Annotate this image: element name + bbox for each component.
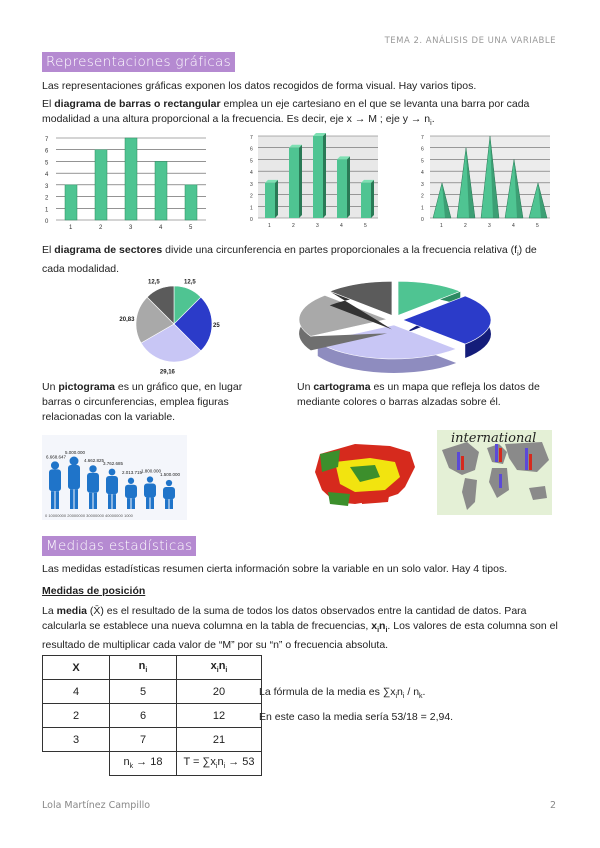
person-icon bbox=[51, 461, 59, 469]
person-icon bbox=[68, 465, 80, 489]
bar bbox=[265, 183, 275, 218]
y-tick-label: 3 bbox=[45, 183, 49, 190]
person-icon bbox=[144, 483, 156, 497]
table-row: 2 6 12 bbox=[43, 704, 262, 728]
bar bbox=[95, 150, 107, 220]
y-tick-label: 6 bbox=[45, 148, 49, 155]
pie-chart-3d bbox=[295, 280, 495, 375]
y-tick-label: 6 bbox=[250, 146, 253, 153]
person-icon bbox=[146, 498, 150, 509]
bar-side bbox=[347, 156, 350, 218]
table-row: 4 5 20 bbox=[43, 680, 262, 704]
person-icon bbox=[109, 469, 116, 476]
x-tick-label: 4 bbox=[340, 223, 343, 229]
y-tick-label: 2 bbox=[45, 195, 49, 202]
person-icon bbox=[108, 494, 112, 509]
person-icon bbox=[127, 498, 131, 509]
mean-formula: La fórmula de la media es $\sum x_in_i / n_k$. bbox=[259, 686, 426, 701]
total-sum: $T = \sum x_in_i \to 53$ bbox=[177, 752, 262, 776]
x-tick-label: 1 bbox=[268, 223, 271, 229]
person-icon bbox=[151, 498, 155, 509]
person-icon bbox=[56, 491, 60, 509]
y-tick-label: 1 bbox=[250, 205, 253, 212]
mean-description: La media (X̄) es el resultado de la suma de todos los datos observados entre la cantidad de datos. Para calcularla se establece una nueva columna en la tabla de frecuencias, $x_in_i$. Los valores de esta columna son el resultado de multiplicar cada valor de “M” por su “n” o frecuencia absoluta. bbox=[42, 605, 558, 652]
y-tick-label: 4 bbox=[45, 172, 49, 179]
x-tick-label: 1 bbox=[440, 223, 443, 229]
picto-value-label: 1.800.000 bbox=[141, 468, 162, 474]
x-tick-label: 4 bbox=[159, 225, 163, 231]
x-tick-label: 3 bbox=[488, 223, 491, 229]
y-tick-label: 0 bbox=[250, 217, 253, 223]
person-icon bbox=[166, 480, 172, 486]
spike-chart bbox=[420, 130, 555, 232]
total-n: $n_k \to 18$ bbox=[110, 752, 177, 776]
bar bbox=[125, 138, 137, 220]
x-tick-label: 3 bbox=[316, 223, 319, 229]
y-tick-label: 3 bbox=[421, 181, 424, 188]
x-tick-label: 3 bbox=[129, 225, 133, 231]
y-tick-label: 4 bbox=[250, 170, 253, 177]
x-tick-label: 5 bbox=[189, 225, 193, 231]
bar-chart-2 bbox=[250, 130, 385, 232]
chapter-header: TEMA 2. ANÁLISIS DE UNA VARIABLE bbox=[384, 36, 556, 46]
footer-page-number: 2 bbox=[549, 800, 556, 811]
person-icon bbox=[75, 489, 79, 509]
section-title-measures: Medidas estadísticas bbox=[42, 536, 196, 556]
bar bbox=[289, 148, 299, 218]
world-cartogram bbox=[437, 430, 552, 515]
y-tick-label: 0 bbox=[421, 217, 424, 223]
person-icon bbox=[125, 485, 137, 498]
bar bbox=[65, 185, 77, 220]
bar bbox=[313, 136, 323, 218]
carto-title: international bbox=[451, 431, 537, 446]
pie-label: 12,5 bbox=[183, 279, 196, 286]
x-tick-label: 4 bbox=[512, 223, 515, 229]
person-icon bbox=[170, 499, 174, 509]
y-tick-label: 7 bbox=[250, 135, 253, 141]
y-tick-label: 7 bbox=[45, 137, 49, 143]
person-icon bbox=[89, 493, 93, 509]
x-tick-label: 2 bbox=[292, 223, 295, 229]
picto-value-label: 3.762.685 bbox=[103, 461, 124, 466]
bar-side bbox=[371, 180, 374, 218]
frequency-table bbox=[42, 655, 262, 776]
x-tick-label: 5 bbox=[536, 223, 539, 229]
y-tick-label: 2 bbox=[250, 193, 253, 200]
y-tick-label: 6 bbox=[421, 146, 424, 153]
bar bbox=[361, 183, 371, 218]
pie-label: 12,5 bbox=[148, 279, 160, 286]
bar bbox=[155, 161, 167, 220]
cartogram-description: Un cartograma es un mapa que refleja los datos de mediante colores o barras alzadas sobre él. bbox=[297, 381, 540, 408]
person-icon bbox=[49, 469, 61, 491]
person-icon bbox=[94, 493, 98, 509]
position-measures-heading: Medidas de posición bbox=[42, 585, 146, 597]
y-tick-label: 4 bbox=[421, 170, 424, 177]
person-icon bbox=[128, 478, 134, 484]
person-icon bbox=[51, 491, 55, 509]
header-xn: $x_in_i$ bbox=[177, 656, 262, 680]
picto-value-label: 5.000.000 bbox=[65, 450, 86, 455]
person-icon bbox=[89, 465, 96, 472]
x-tick-label: 5 bbox=[364, 223, 367, 229]
y-tick-label: 5 bbox=[421, 158, 424, 165]
person-icon bbox=[106, 476, 118, 494]
pie-label: 25 bbox=[213, 323, 220, 330]
person-icon bbox=[163, 487, 175, 499]
bar-side bbox=[323, 133, 326, 218]
measures-intro: Las medidas estadísticas resumen cierta información sobre la variable en un solo valor. Hay 4 tipos. bbox=[42, 563, 508, 575]
picto-value-label: 6.668.647 bbox=[46, 454, 67, 460]
person-icon bbox=[87, 473, 99, 493]
header-x: X bbox=[43, 656, 110, 680]
bar-description: El diagrama de barras o rectangular emplea un eje cartesiano en el que se levanta una barra por cada modalidad a una altura proporcional a la frecuencia. Es decir, eje x → M ; eje $y \to n_i$. bbox=[42, 98, 530, 128]
pictogram-image bbox=[42, 435, 187, 520]
header-n: $n_i$ bbox=[110, 656, 177, 680]
y-tick-label: 5 bbox=[45, 160, 49, 167]
sector-description: El diagrama de sectores divide una circunferencia en partes proporcionales a la frecuencia relativa $(f_i)$ de cada modalidad. bbox=[42, 244, 537, 276]
pie-label: 29,16 bbox=[159, 369, 175, 376]
x-tick-label: 1 bbox=[69, 225, 73, 231]
bar bbox=[337, 159, 347, 218]
picto-axis-label: 0 10000000 20000000 30000000 40000000 1000 bbox=[45, 513, 133, 518]
table-header-row bbox=[43, 656, 262, 680]
picto-value-label: 4.662.825 bbox=[84, 457, 105, 463]
pictogram-description: Un pictograma es un gráfico que, en lugar barras o circunferencias, emplea figuras relacionadas con la variable. bbox=[42, 381, 243, 423]
person-icon bbox=[147, 476, 153, 482]
y-tick-label: 7 bbox=[421, 135, 424, 141]
bar bbox=[185, 185, 197, 220]
x-tick-label: 2 bbox=[99, 225, 103, 231]
person-icon bbox=[70, 489, 74, 509]
table-total-row bbox=[43, 752, 262, 776]
bar-side bbox=[275, 180, 278, 218]
y-tick-label: 5 bbox=[250, 158, 253, 165]
section-title-graphs: Representaciones gráficas bbox=[42, 52, 235, 72]
bar-chart-1 bbox=[42, 132, 212, 232]
bar-side bbox=[299, 145, 302, 218]
y-tick-label: 2 bbox=[421, 193, 424, 200]
picto-value-label: 2.013.715 bbox=[122, 469, 143, 475]
y-tick-label: 3 bbox=[250, 181, 253, 188]
pie-chart-flat bbox=[112, 276, 232, 376]
picto-value-label: 1.500.000 bbox=[160, 472, 181, 477]
person-icon bbox=[165, 499, 169, 509]
table-row: 3 7 21 bbox=[43, 728, 262, 752]
person-icon bbox=[132, 498, 136, 509]
y-tick-label: 1 bbox=[421, 205, 424, 212]
x-tick-label: 2 bbox=[464, 223, 467, 229]
mean-result: En este caso la media sería 53/18 = 2,94. bbox=[259, 711, 454, 723]
spain-cartogram bbox=[300, 432, 420, 517]
graphs-intro: Las representaciones gráficas exponen los datos recogidos de forma visual. Hay varios tipos. bbox=[42, 80, 477, 92]
person-icon bbox=[70, 457, 79, 466]
footer-author: Lola Martínez Campillo bbox=[42, 800, 151, 811]
y-tick-label: 1 bbox=[45, 207, 49, 214]
y-tick-label: 0 bbox=[45, 219, 49, 225]
pie-label: 20,83 bbox=[119, 316, 135, 323]
person-icon bbox=[113, 494, 117, 509]
